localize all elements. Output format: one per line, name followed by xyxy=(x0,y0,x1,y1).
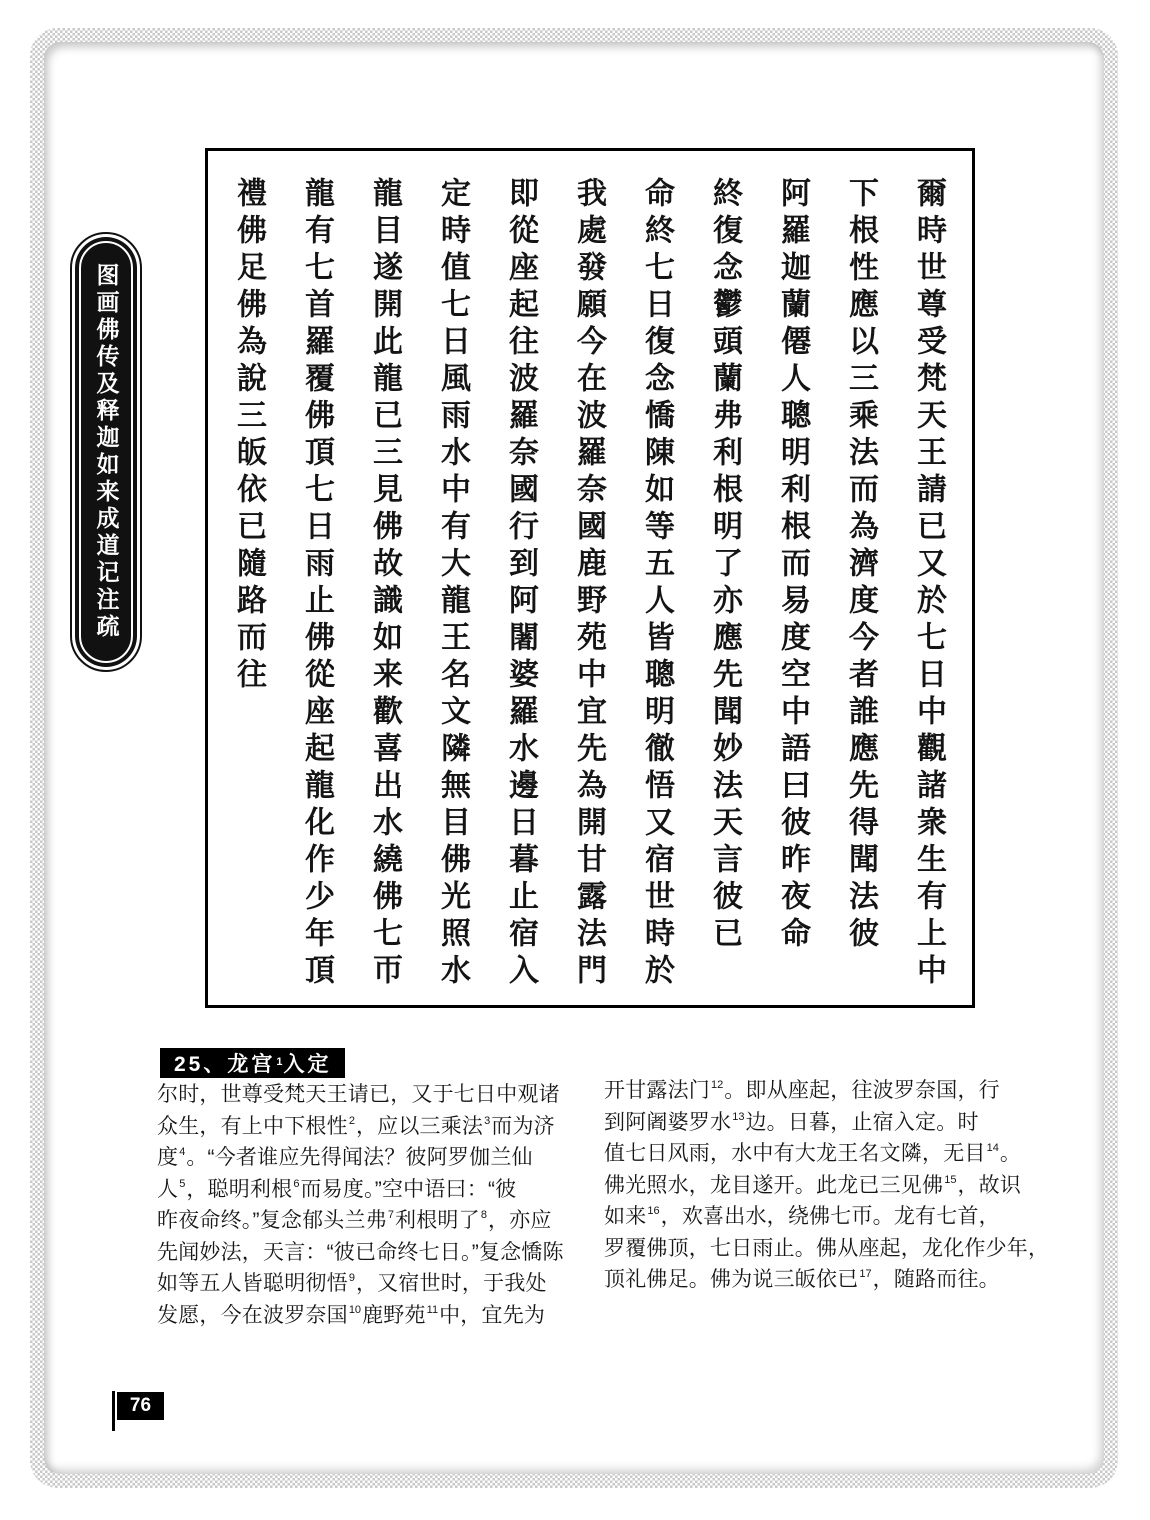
footnote-marker: 13 xyxy=(732,1110,745,1123)
body-text-right-column xyxy=(604,1075,1050,1296)
calligraphy-column: 命終七日復念憍陳如等五人皆聰明徹悟又宿世時於 xyxy=(639,177,674,991)
text-line: 度$^4$。“今者谁应先得闻法？彼阿罗伽兰仙 xyxy=(157,1146,533,1169)
footnote-marker: 11 xyxy=(426,1303,439,1316)
text-line: 值七日风雨，水中有大龙王名文隣，无目$^{14}$。 xyxy=(604,1142,1022,1165)
book-spine-title: 图画佛传及释迦如来成道记注疏 xyxy=(93,263,119,641)
text-line: 尔时，世尊受梵天王请已，又于七日中观诸 xyxy=(157,1083,560,1106)
text-line: 如来$^{16}$，欢喜出水，绕佛七帀。龙有七首， xyxy=(604,1205,1000,1228)
footnote-marker: 9 xyxy=(348,1272,355,1284)
calligraphy-column: 阿羅迦蘭僊人聰明利根而易度空中語曰彼昨夜命 xyxy=(775,177,810,954)
calligraphy-column: 即從座起往波羅奈國行到阿闍婆羅水邊日暮止宿入 xyxy=(503,177,538,991)
footnote-marker: 10 xyxy=(348,1303,362,1316)
footnote-marker: 17 xyxy=(859,1268,872,1280)
calligraphy-column: 龍目遂開此龍已三見佛故識如来歡喜出水繞佛七帀 xyxy=(367,177,402,991)
footnote-marker: 3 xyxy=(484,1114,491,1127)
calligraphy-columns xyxy=(214,177,962,997)
section-heading: 25、龙宫 $^1$ 入定 xyxy=(160,1048,345,1078)
footnote-marker: 6 xyxy=(293,1177,300,1190)
book-spine-pill xyxy=(75,237,137,667)
footnote-marker: 8 xyxy=(480,1209,487,1221)
calligraphy-column: 定時值七日風雨水中有大龍王名文隣無目佛光照水 xyxy=(435,177,470,991)
text-line: 顶礼佛足。佛为说三皈依已$^{17}$，随路而往。 xyxy=(604,1268,1000,1291)
footnote-marker: 5 xyxy=(179,1177,186,1190)
text-line: 发愿，今在波罗奈国$^{10}$鹿野苑$^{11}$中，宜先为 xyxy=(157,1303,546,1327)
calligraphy-column: 終復念鬱頭蘭弗利根明了亦應先聞妙法天言彼已 xyxy=(707,177,742,954)
text-line: 到阿阇婆罗水$^{13}$边。日暮，止宿入定。时 xyxy=(604,1110,979,1134)
text-line: 人$^5$，聪明利根$^6$而易度。”空中语曰：“彼 xyxy=(157,1177,517,1201)
text-line: 开甘露法门$^{12}$。即从座起，往波罗奈国，行 xyxy=(604,1079,1000,1102)
footnote-marker: 14 xyxy=(986,1142,999,1154)
calligraphy-column: 我處發願今在波羅奈國鹿野苑中宜先為開甘露法門 xyxy=(571,177,606,991)
book-spine-tab xyxy=(70,232,142,672)
text-line: 众生，有上中下根性$^2$，应以三乘法$^3$而为济 xyxy=(157,1114,555,1138)
footnote-marker: 12 xyxy=(711,1079,724,1091)
text-line: 昨夜命终。”复念郁头兰弗$^7$利根明了$^8$，亦应 xyxy=(157,1209,552,1232)
text-line: 佛光照水，龙目遂开。此龙已三见佛$^{15}$，故识 xyxy=(604,1173,1022,1197)
calligraphy-column: 下根性應以三乘法而為濟度今者誰應先得聞法彼 xyxy=(843,177,878,954)
body-text-left-column xyxy=(157,1079,587,1331)
footnote-marker: 2 xyxy=(348,1114,355,1127)
calligraphy-column: 爾時世尊受梵天王請已又於七日中觀諸衆生有上中 xyxy=(911,177,946,991)
text-line: 罗覆佛顶，七日雨止。佛从座起，龙化作少年， xyxy=(604,1236,1050,1260)
calligraphy-column: 禮佛足佛為說三皈依已隨路而往 xyxy=(231,177,266,695)
footnote-marker: 15 xyxy=(944,1173,957,1186)
footnote-marker: 4 xyxy=(179,1146,186,1158)
calligraphy-plate xyxy=(205,148,975,1008)
footnote-marker: 16 xyxy=(647,1205,660,1217)
calligraphy-column: 龍有七首羅覆佛頂七日雨止佛從座起龍化作少年頂 xyxy=(299,177,334,991)
text-line: 先闻妙法，天言：“彼已命终七日。”复念憍陈 xyxy=(157,1240,564,1264)
text-line: 如等五人皆聪明彻悟$^9$，又宿世时，于我处 xyxy=(157,1272,547,1295)
footnote-marker: 7 xyxy=(387,1209,395,1221)
page-number-badge: 76 xyxy=(117,1392,164,1420)
